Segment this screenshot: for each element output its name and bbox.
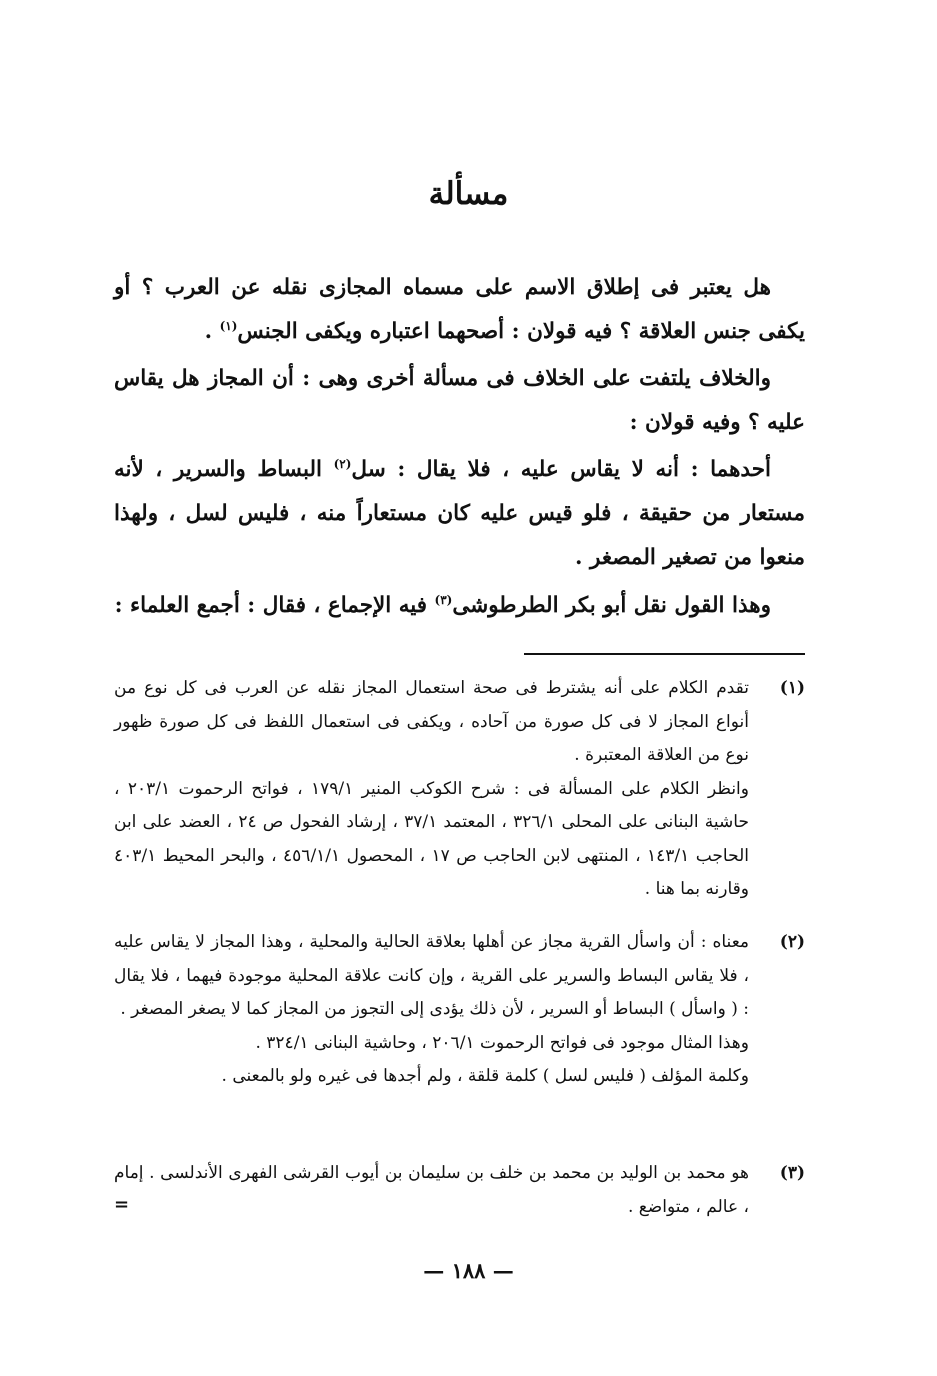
paragraph-text: هل يعتبر فى إطلاق الاسم على مسماه المجازى نقله عن العرب ؟ أو يكفى جنس العلاقة ؟ فيه قولان : أصحهما اعتباره ويكفى الجنس — [114, 275, 805, 344]
body-paragraph-3 — [114, 448, 805, 580]
footnote-number: (١) — [779, 678, 805, 698]
footnote-separator — [524, 653, 805, 655]
footnote-text: هو محمد بن الوليد بن محمد بن خلف بن سليمان بن أيوب القرشى الفهرى الأندلسى . إمام ، عالم ، متواضع . — [114, 1163, 749, 1217]
paragraph-tail: . — [204, 319, 220, 344]
continuation-mark: = — [114, 1194, 130, 1215]
body-paragraph-2 — [114, 357, 805, 445]
footnote-number: (٣) — [779, 1163, 805, 1183]
paragraph-text: والخلاف يلتفت على الخلاف فى مسألة أخرى وهى : أن المجاز هل يقاس عليه ؟ وفيه قولان : — [114, 366, 805, 435]
paragraph-tail: البساط والسرير ، لأنه مستعار من حقيقة ، فلو قيس عليه كان مستعاراً منه ، فليس لسل ، ولهذا منعوا من تصغير المصغر . — [114, 457, 805, 570]
footnote-ref-2[interactable]: (٢) — [333, 456, 352, 471]
paragraph-text: أحدهما : أنه لا يقاس عليه ، فلا يقال : سل — [351, 457, 771, 482]
paragraph-text: وهذا القول نقل أبو بكر الطرطوشى — [452, 593, 771, 618]
footnote-1 — [114, 672, 805, 907]
body-paragraph-4 — [114, 584, 805, 628]
page-title: مسألة — [428, 176, 509, 212]
footnote-extra-text: وانظر الكلام على المسألة فى : شرح الكوكب المنير ١٧٩/١ ، فواتح الرحموت ٢٠٣/١ ، حاشية البنانى على المحلى ٣٢٦/١ ، المعتمد ٣٧/١ ، إرشاد الفحول ص ٢٤ ، العضد على ابن الحاجب ١٤٣/١ ، المنتهى لابن الحاجب ص ١٧ ، المحصول ٤٥٦/١/١ ، والبحر المحيط ٤٠٣/١ وقارنه بما هنا . — [114, 778, 749, 899]
footnote-extra-text: وهذا المثال موجود فى فواتح الرحموت ٢٠٦/١ ، وحاشية البنانى ٣٢٤/١ . — [255, 1032, 749, 1053]
footnote-text: معناه : أن واسأل القرية مجاز عن أهلها بعلاقة الحالية والمحلية ، وهذا المجاز لا يقاس عليه ، فلا يقاس البساط والسرير على القرية ، وإن كانت علاقة المحلية موجودة فيهما ، فلا يقال : ( واسأل ) البساط أو السرير ، لأن ذلك يؤدى إلى التجوز من المجاز كما لا يصغر المصغر . — [114, 932, 749, 1019]
footnote-2 — [114, 926, 805, 1094]
paragraph-tail: فيه الإجماع ، فقال : أجمع العلماء : — [114, 593, 435, 618]
footnote-ref-1[interactable]: (١) — [219, 318, 238, 333]
footnote-text: تقدم الكلام على أنه يشترط فى صحة استعمال المجاز نقله عن العرب فى كل نوع من أنواع المجاز لا فى كل صورة من آحاده ، ويكفى فى استعمال اللفظ فى كل صورة ظهور نوع من العلاقة المعتبرة . — [114, 678, 749, 765]
page-number: — ١٨٨ — — [423, 1258, 514, 1283]
footnote-ref-3[interactable]: (٣) — [434, 592, 453, 607]
footnote-extra-text: وكلمة المؤلف ( فليس لسل ) كلمة قلقة ، ولم أجدها فى غيره ولو بالمعنى . — [221, 1066, 749, 1086]
body-paragraph-1 — [114, 266, 805, 354]
footnote-3 — [114, 1157, 805, 1224]
footnote-number: (٢) — [779, 932, 805, 952]
